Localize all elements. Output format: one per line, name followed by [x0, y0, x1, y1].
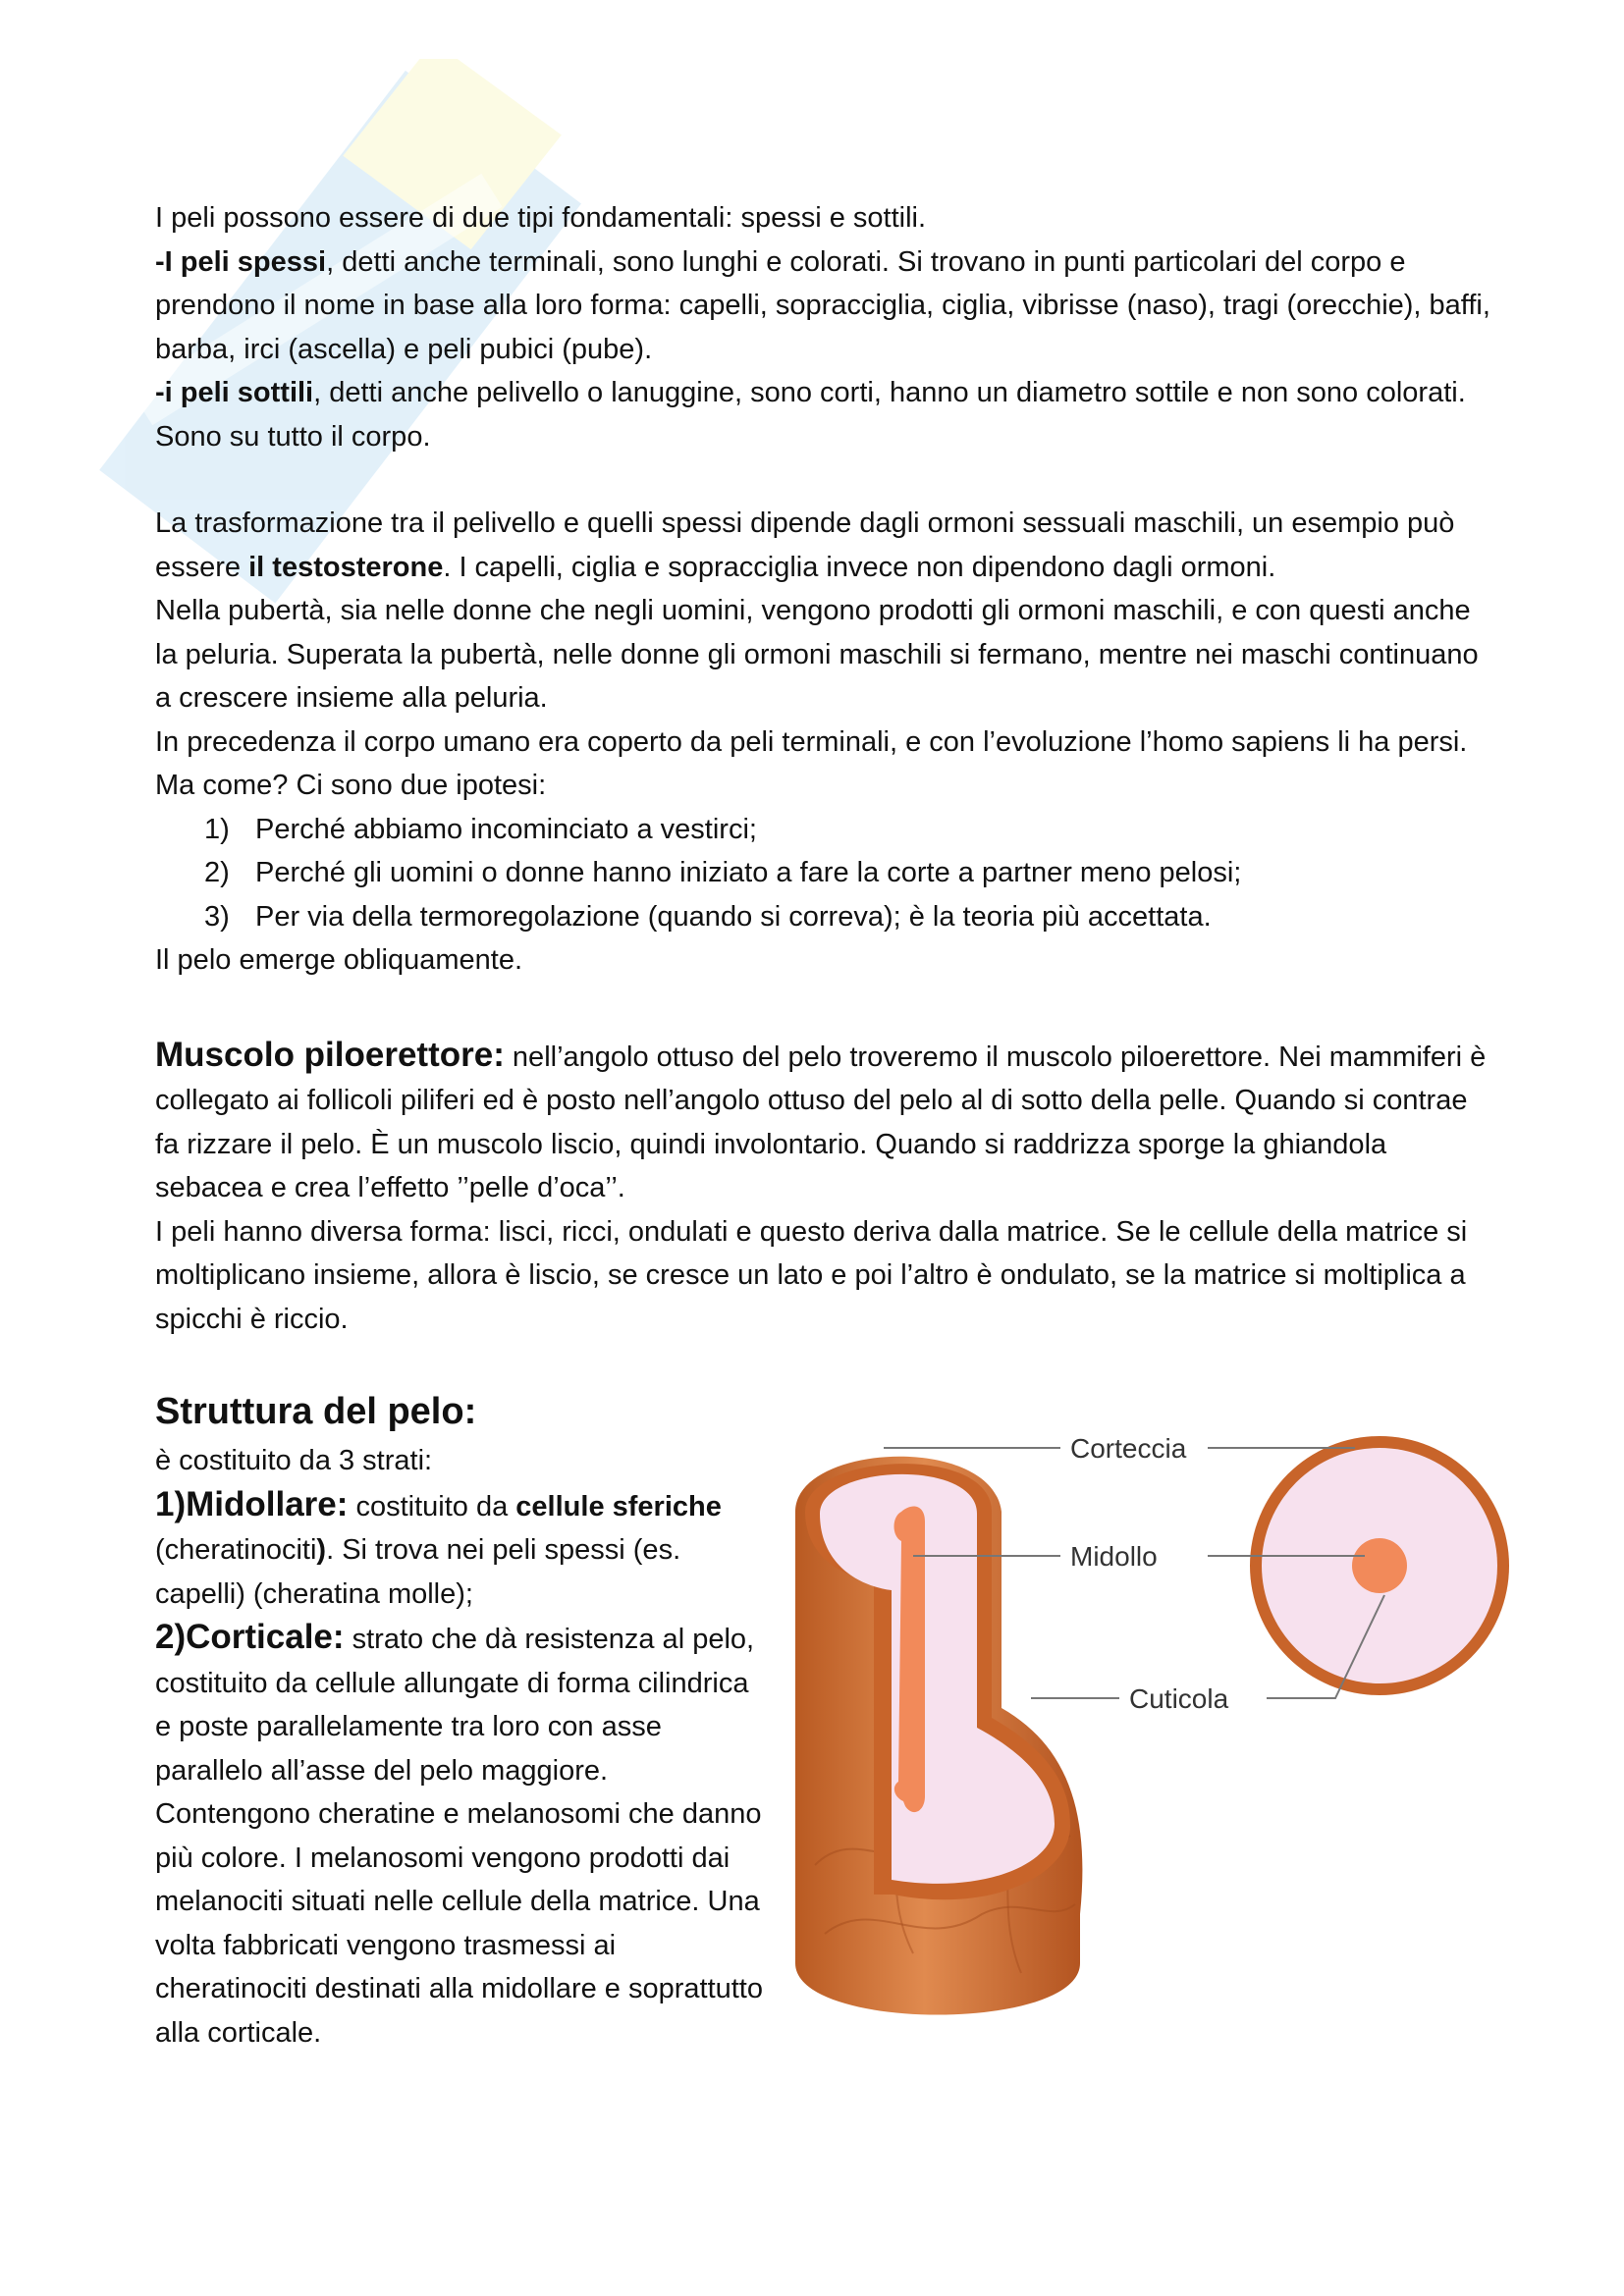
muscle-paragraph-2: I peli hanno diversa forma: lisci, ricci, ondulati e questo deriva dalla matrice. Se le cellule della matrice si moltiplicano insieme, allora è liscio, se cresce un lato e poi l’altro è ondulato, se la matrice si moltiplica a spicchi è riccio. [155, 1215, 1468, 1335]
thin-hairs-term: -i peli sottili [155, 377, 314, 408]
list-number: 1) [204, 813, 230, 845]
cuticle-label: Cuticola [1129, 1683, 1229, 1714]
list-text: Per via della termoregolazione (quando si correva); è la teoria più accettata. [255, 900, 1212, 933]
hormones-paragraph-4: Il pelo emerge obliquamente. [155, 944, 523, 976]
thick-hairs-text: , detti anche terminali, sono lunghi e colorati. Si trovano in punti particolari del corpo e prendono il nome in base alla loro forma: capelli, sopracciglia, ciglia, vibrisse (naso), tragi (orecchie), baffi, barba, irci (ascella) e peli pubici (pube). [155, 245, 1490, 365]
hormones-text-a: La trasformazione tra il pelivello e quelli spessi dipende dagli ormoni sessuali maschili, un esempio può essere [155, 507, 1455, 583]
muscle-heading: Muscolo piloerettore: [155, 1035, 505, 1074]
document-body [155, 196, 1490, 1341]
cortex-paragraph [155, 1616, 764, 2055]
structure-intro: è costituito da 3 strati: [155, 1445, 433, 1476]
list-item [155, 851, 1490, 895]
testosterone-term: il testosterone [248, 551, 444, 583]
medulla-text-c: . Si trova nei peli spessi (es. capelli) (cheratina molle); [155, 1534, 681, 1610]
hormones-paragraph-2: Nella pubertà, sia nelle donne che negli uomini, vengono prodotti gli ormoni maschili, e con questi anche la peluria. Superata la pubertà, nelle donne gli ormoni maschili si fermano, mentre nei maschi continuano a crescere insieme alla peluria. [155, 595, 1479, 714]
list-number: 3) [204, 900, 230, 933]
hypotheses-list [155, 808, 1490, 939]
list-item [155, 808, 1490, 852]
list-number: 2) [204, 857, 230, 888]
hormones-paragraph-3: In precedenza il corpo umano era coperto da peli terminali, e con l’evoluzione l’homo sapiens li ha persi. Ma come? Ci sono due ipotesi: [155, 725, 1468, 801]
thin-hairs-paragraph [155, 371, 1490, 458]
hair-structure-diagram [776, 1404, 1542, 2032]
cortex-text: strato che dà resistenza al pelo, costituito da cellule allungate di forma cilindrica e poste parallelamente tra loro con asse parallelo all’asse del pelo maggiore. Contengono cheratine e melanosomi che danno più colore. I melanosomi vengono prodotti dai melanociti situati nelle cellule della matrice. Una volta fabbricati vengono trasmessi ai cheratinociti destinati alla midollare e soprattutto alla corticale. [155, 1624, 763, 2049]
medulla-label: Midollo [1070, 1541, 1158, 1572]
hair-cross-section [1250, 1436, 1509, 1695]
medulla-close-paren: ) [316, 1534, 327, 1566]
muscle-paragraph-1 [155, 1034, 1490, 1210]
hormones-paragraph-1 [155, 502, 1490, 589]
medulla-text-a: costituito da [348, 1490, 516, 1522]
list-text: Perché abbiamo incominciato a vestirci; [255, 813, 757, 845]
thick-hairs-paragraph [155, 240, 1490, 372]
intro-paragraph-1: I peli possono essere di due tipi fondamentali: spessi e sottili. [155, 202, 927, 234]
list-item [155, 895, 1490, 939]
cortex-label: Corteccia [1070, 1433, 1187, 1464]
hormones-text-b: . I capelli, ciglia e sopracciglia invece non dipendono dagli ormoni. [443, 551, 1276, 583]
structure-title: Struttura del pelo: [155, 1391, 477, 1432]
hair-cylinder [795, 1457, 1082, 2015]
spherical-cells-term: cellule sferiche [515, 1490, 722, 1522]
medulla-paragraph [155, 1483, 764, 1617]
medulla-text-b: (cheratinociti [155, 1534, 317, 1566]
medulla-heading: 1)Midollare: [155, 1484, 349, 1523]
thick-hairs-term: -I peli spessi [155, 245, 327, 278]
structure-section [155, 1384, 764, 2055]
muscle-text: nell’angolo ottuso del pelo troveremo il muscolo piloerettore. Nei mammiferi è collegato ai follicoli piliferi ed è posto nell’angolo ottuso del pelo al di sotto della pelle. Quando si contrae fa rizzare il pelo. È un muscolo liscio, quindi involontario. Quando si raddrizza sporge la ghiandola sebacea e crea l’effetto ’’pelle d’oca’’. [155, 1041, 1487, 1203]
thin-hairs-text: , detti anche pelivello o lanuggine, sono corti, hanno un diametro sottile e non sono colorati. Sono su tutto il corpo. [155, 377, 1466, 453]
list-text: Perché gli uomini o donne hanno iniziato a fare la corte a partner meno pelosi; [255, 857, 1242, 888]
cortex-heading: 2)Corticale: [155, 1618, 345, 1656]
